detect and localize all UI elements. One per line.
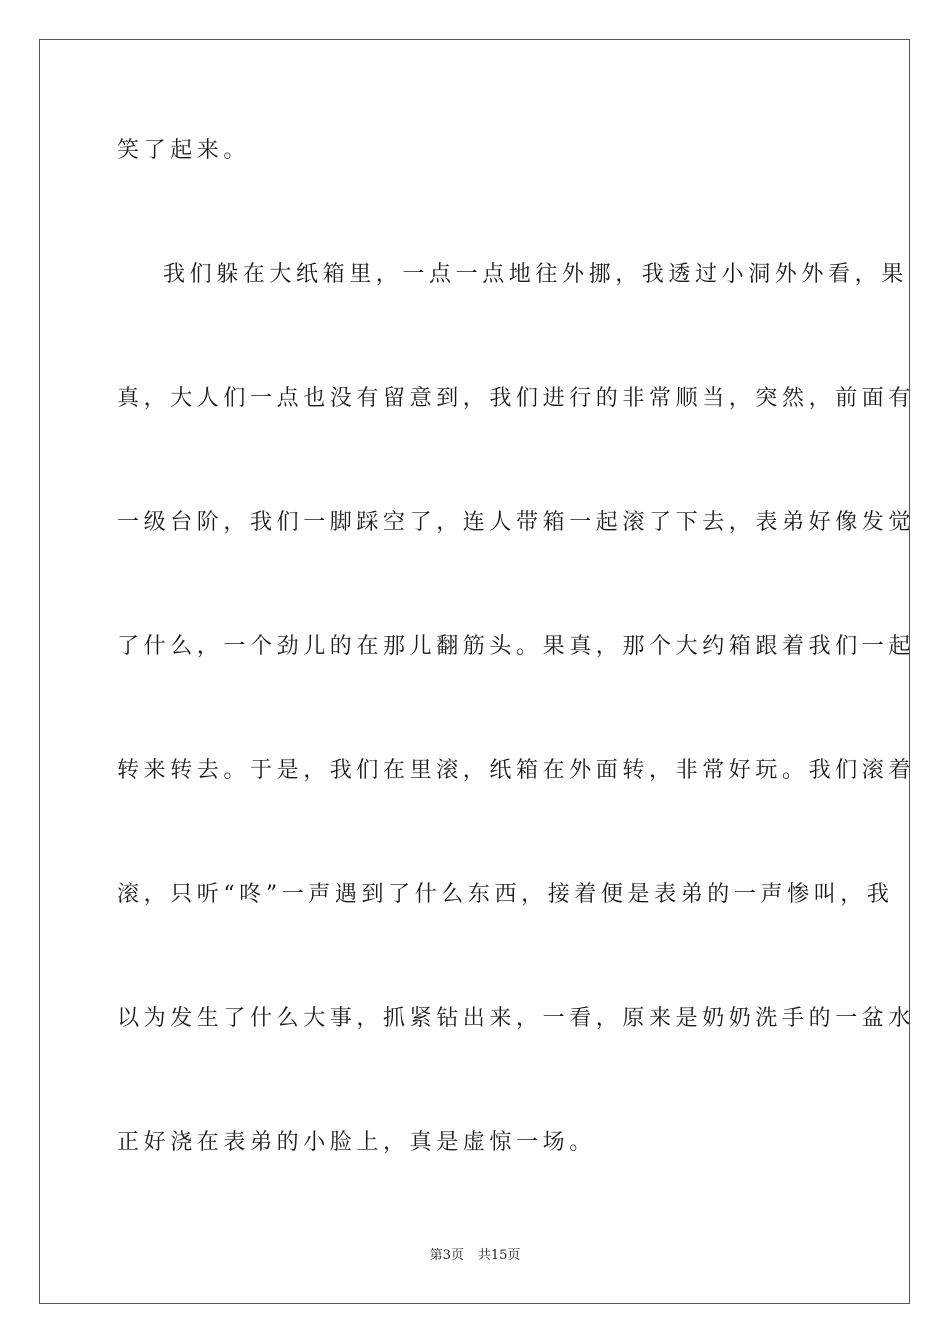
page-footer [0,1248,950,1264]
page-total: 共15页 [477,1248,521,1263]
text-line: 滚，只听“咚”一声遇到了什么东西，接着便是表弟的一声惨叫，我 [117,882,894,907]
page-number: 第3页 [429,1248,464,1263]
text-line: 以为发生了什么大事，抓紧钻出来，一看，原来是奶奶洗手的一盆水 [117,1006,916,1031]
text-line: 真，大人们一点也没有留意到，我们进行的非常顺当，突然，前面有 [117,386,916,411]
text-line: 转来转去。于是，我们在里滚，纸箱在外面转，非常好玩。我们滚着 [117,758,916,783]
page-border [39,39,916,1304]
text-line: 笑了起来。 [117,138,251,163]
paragraph-first-line: 我们躲在大纸箱里，一点一点地往外挪，我透过小洞外外看，果 [163,262,908,287]
text-line: 一级台阶，我们一脚踩空了，连人带箱一起滚了下去，表弟好像发觉 [117,510,916,535]
text-line: 正好浇在表弟的小脸上，真是虚惊一场。 [117,1130,596,1155]
text-line: 了什么，一个劲儿的在那儿翻筋头。果真，那个大约箱跟着我们一起 [117,634,916,659]
